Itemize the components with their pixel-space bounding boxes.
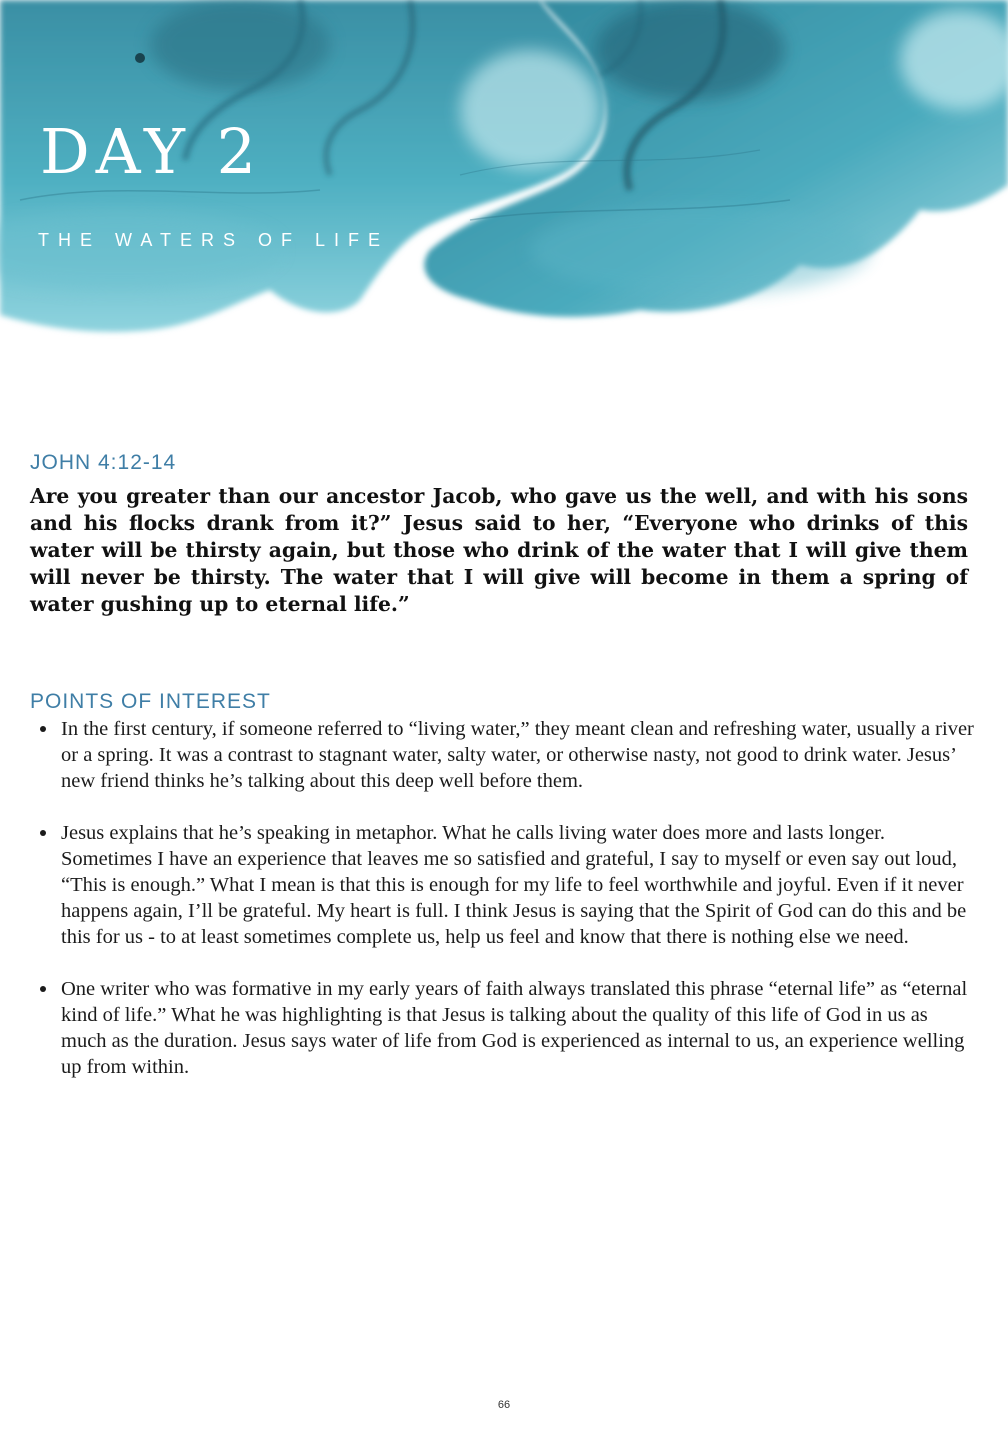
list-item [30,976,975,1080]
points-of-interest-list [30,716,975,1106]
points-of-interest-heading: POINTS OF INTEREST [30,690,271,713]
bullet-icon [40,726,46,732]
list-item [30,716,975,794]
day-subtitle: THE WATERS OF LIFE [38,230,390,250]
list-item [30,820,975,950]
page-number: 66 [497,1399,511,1411]
list-item-text: One writer who was formative in my early years of faith always translated this phrase “eternal life” as “eternal kind of life.” What he was highlighting is that Jesus is talking about the quality of this life of God in us as much as the duration. Jesus says water of life from God is experienced as internal to us, an experience welling up from within. [61,978,968,1078]
day-title: DAY 2 [40,115,263,188]
scripture-reference: JOHN 4:12-14 [30,451,177,474]
bullet-icon [40,830,46,836]
scripture-passage: Are you greater than our ancestor Jacob, who gave us the well, and with his sons and his flocks drank from it?” Jesus said to her, “Everyone who drinks of this water will be thirsty again, but those who drink of the water that I will give them will never be thirsty. The water that I will give will become in them a spring of water gushing up to eternal life.” [30,484,968,616]
bullet-icon [40,986,46,992]
list-item-text: Jesus explains that he’s speaking in metaphor. What he calls living water does more and lasts longer. Sometimes I have an experience that leaves me so satisfied and grateful, I say to myself or even say out loud, “This is enough.” What I mean is that this is enough for my life to feel worthwhile and joyful. Even if it never happens again, I’ll be grateful. My heart is full. I think Jesus is saying that the Spirit of God can do this and be this for us - to at least sometimes complete us, help us feel and know that there is nothing else we need. [61,822,967,948]
list-item-text: In the first century, if someone referred to “living water,” they meant clean and refreshing water, usually a river or a spring. It was a contrast to stagnant water, salty water, or otherwise nasty, not good to drink water. Jesus’ new friend thinks he’s talking about this deep well before them. [61,718,974,792]
